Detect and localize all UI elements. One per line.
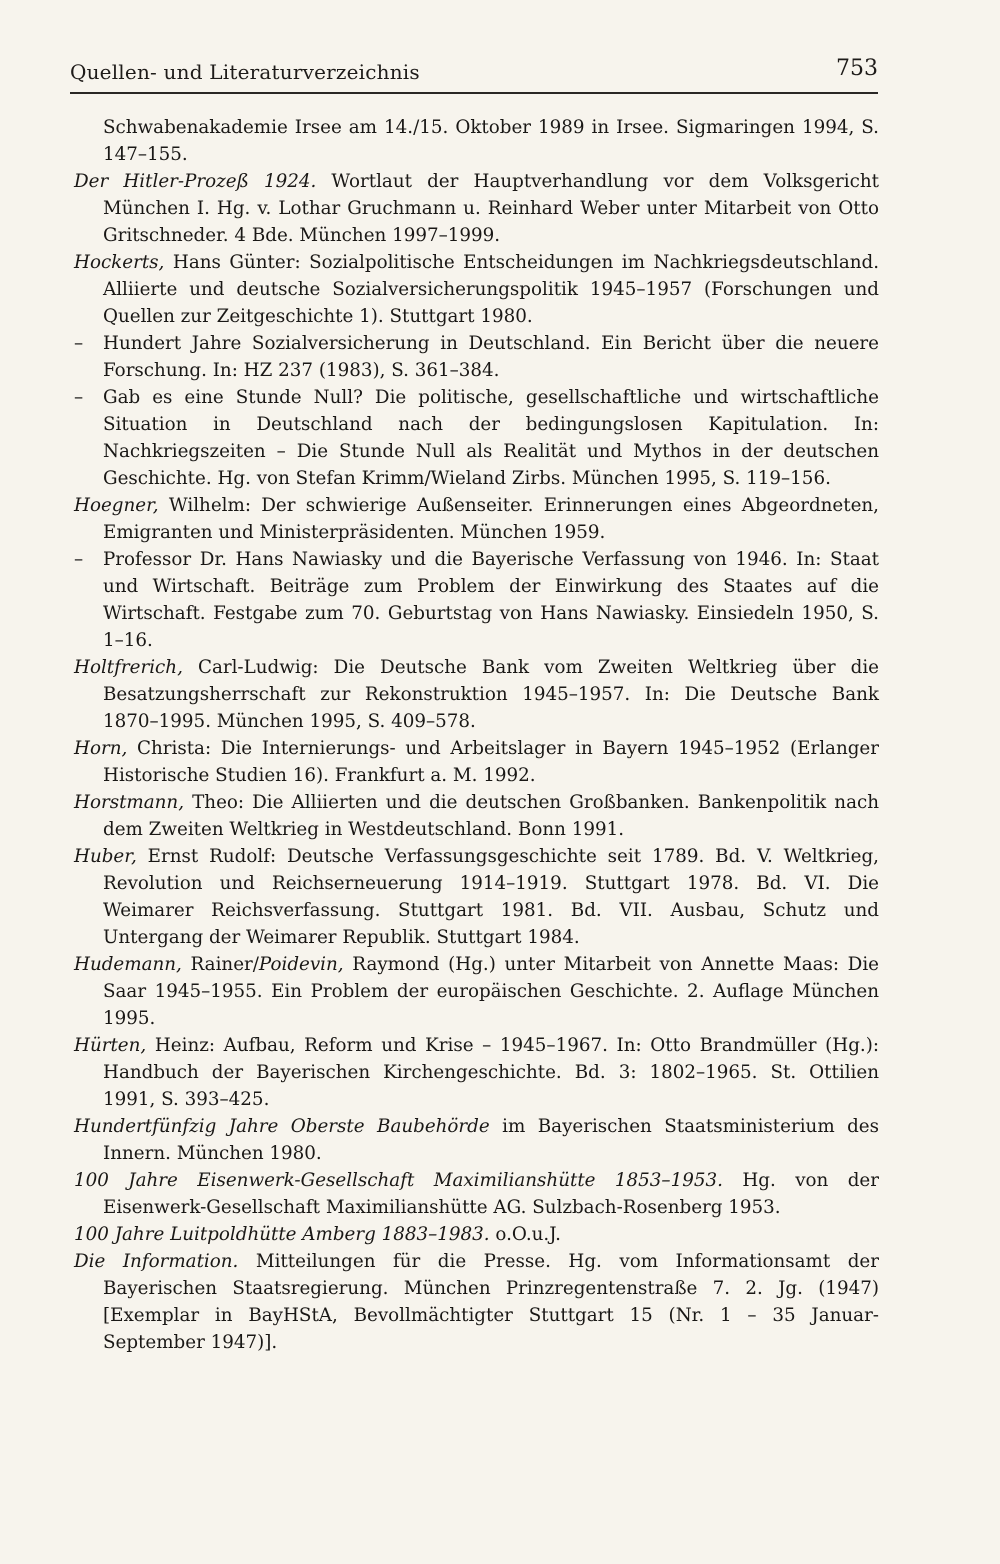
bibliography-list bbox=[74, 114, 879, 1356]
bibliography-entry: Horn, Christa: Die Internierungs- und Arbeitslager in Bayern 1945–1952 (Erlanger Historische Studien 16). Frankfurt a. M. 1992. bbox=[74, 738, 879, 786]
entry-author: Horn, bbox=[74, 738, 128, 759]
entry-dash: – bbox=[74, 387, 84, 408]
bibliography-subentry: – Hundert Jahre Sozialversicherung in Deutschland. Ein Bericht über die neuere Forschung. In: HZ 237 (1983), S. 361–384. bbox=[74, 330, 879, 384]
bibliography-entry: Hundertfünfzig Jahre Oberste Baubehörde im Bayerischen Staatsministerium des Innern. München 1980. bbox=[74, 1116, 879, 1164]
entry-author: Holtfrerich, bbox=[74, 657, 183, 678]
bibliography-entry: Holtfrerich, Carl-Ludwig: Die Deutsche Bank vom Zweiten Weltkrieg über die Besatzungsherrschaft zur Rekonstruktion 1945–1957. In: Die Deutsche Bank 1870–1995. München 1995, S. 409–578. bbox=[74, 657, 879, 732]
bibliography-entry: Hürten, Heinz: Aufbau, Reform und Krise – 1945–1967. In: Otto Brandmüller (Hg.): Handbuch der Bayerischen Kirchengeschichte. Bd. 3: 1802–1965. St. Ottilien 1991, S. 393–425. bbox=[74, 1035, 879, 1110]
entry-author: Huber, bbox=[74, 846, 137, 867]
entry-author: Hockerts, bbox=[74, 252, 165, 273]
bibliography-entry: Hudemann, Rainer/Poidevin, Raymond (Hg.) unter Mitarbeit von Annette Maas: Die Saar 1945–1955. Ein Problem der europäischen Geschichte. 2. Auflage München 1995. bbox=[74, 954, 880, 1029]
bibliography-subentry: – Gab es eine Stunde Null? Die politische, gesellschaftliche und wirtschaftliche Situation in Deutschland nach der bedingungslosen Kapitulation. In: Nachkriegszeiten – Die Stunde Null als Realität und Mythos in der deutschen Geschichte. Hg. von Stefan Krimm/Wieland Zirbs. München 1995, S. 119–156. bbox=[74, 384, 879, 492]
entry-author: Hoegner, bbox=[74, 495, 159, 516]
bibliography-entry: Der Hitler-Prozeß 1924. Wortlaut der Hauptverhandlung vor dem Volksgericht München I. Hg. v. Lothar Gruchmann u. Reinhard Weber unter Mitarbeit von Otto Gritschneder. 4 Bde. München 1997–1999. bbox=[74, 171, 879, 246]
bibliography-entry: Hoegner, Wilhelm: Der schwierige Außenseiter. Erinnerungen eines Abgeordneten, Emigranten und Ministerpräsidenten. München 1959. bbox=[74, 495, 879, 543]
bibliography-entry: Hockerts, Hans Günter: Sozialpolitische Entscheidungen im Nachkriegsdeutschland. Alliierte und deutsche Sozialversicherungspolitik 1945–1957 (Forschungen und Quellen zur Zeitgeschichte 1). Stuttgart 1980. bbox=[74, 252, 879, 327]
bibliography-entry: Schwabenakademie Irsee am 14./15. Oktober 1989 in Irsee. Sigmaringen 1994, S. 147–155. bbox=[103, 117, 879, 165]
bibliography-entry: Die Information. Mitteilungen für die Presse. Hg. vom Informationsamt der Bayerischen Staatsregierung. München Prinzregentenstraße 7. 2. Jg. (1947) [Exemplar in BayHStA, Bevollmächtigter Stuttgart 15 (Nr. 1 – 35 Januar-September 1947)]. bbox=[74, 1251, 879, 1353]
entry-author: Hudemann, bbox=[74, 954, 182, 975]
page-number: 753 bbox=[836, 56, 878, 81]
page-header bbox=[70, 56, 878, 94]
entry-dash: – bbox=[74, 333, 84, 354]
entry-title: 100 Jahre Eisenwerk-Gesellschaft Maximilianshütte 1853–1953. bbox=[74, 1170, 723, 1191]
bibliography-entry: 100 Jahre Luitpoldhütte Amberg 1883–1983. o.O.u.J. bbox=[74, 1224, 561, 1245]
running-title: Quellen- und Literaturverzeichnis bbox=[70, 60, 420, 84]
bibliography-entry: 100 Jahre Eisenwerk-Gesellschaft Maximilianshütte 1853–1953. Hg. von der Eisenwerk-Gesellschaft Maximilianshütte AG. Sulzbach-Rosenberg 1953. bbox=[74, 1170, 879, 1218]
entry-title: 100 Jahre Luitpoldhütte Amberg 1883–1983. bbox=[74, 1224, 490, 1245]
entry-author: Horstmann, bbox=[74, 792, 185, 813]
entry-title: Hundertfünfzig Jahre Oberste Baubehörde bbox=[74, 1116, 490, 1137]
entry-author: Hürten, bbox=[74, 1035, 147, 1056]
bibliography-entry: Horstmann, Theo: Die Alliierten und die deutschen Großbanken. Bankenpolitik nach dem Zweiten Weltkrieg in Westdeutschland. Bonn 1991. bbox=[74, 792, 879, 840]
bibliography-entry: Huber, Ernst Rudolf: Deutsche Verfassungsgeschichte seit 1789. Bd. V. Weltkrieg, Revolution und Reichserneuerung 1914–1919. Stuttgart 1978. Bd. VI. Die Weimarer Reichsverfassung. Stuttgart 1981. Bd. VII. Ausbau, Schutz und Untergang der Weimarer Republik. Stuttgart 1984. bbox=[74, 846, 879, 948]
entry-dash: – bbox=[74, 549, 84, 570]
bibliography-subentry: – Professor Dr. Hans Nawiasky und die Bayerische Verfassung von 1946. In: Staat und Wirtschaft. Beiträge zum Problem der Einwirkung des Staates auf die Wirtschaft. Festgabe zum 70. Geburtstag von Hans Nawiasky. Einsiedeln 1950, S. 1–16. bbox=[74, 546, 879, 654]
entry-title: Der Hitler-Prozeß 1924. bbox=[74, 171, 317, 192]
entry-coauthor: Poidevin, bbox=[258, 954, 344, 975]
entry-title: Die Information. bbox=[74, 1251, 239, 1272]
